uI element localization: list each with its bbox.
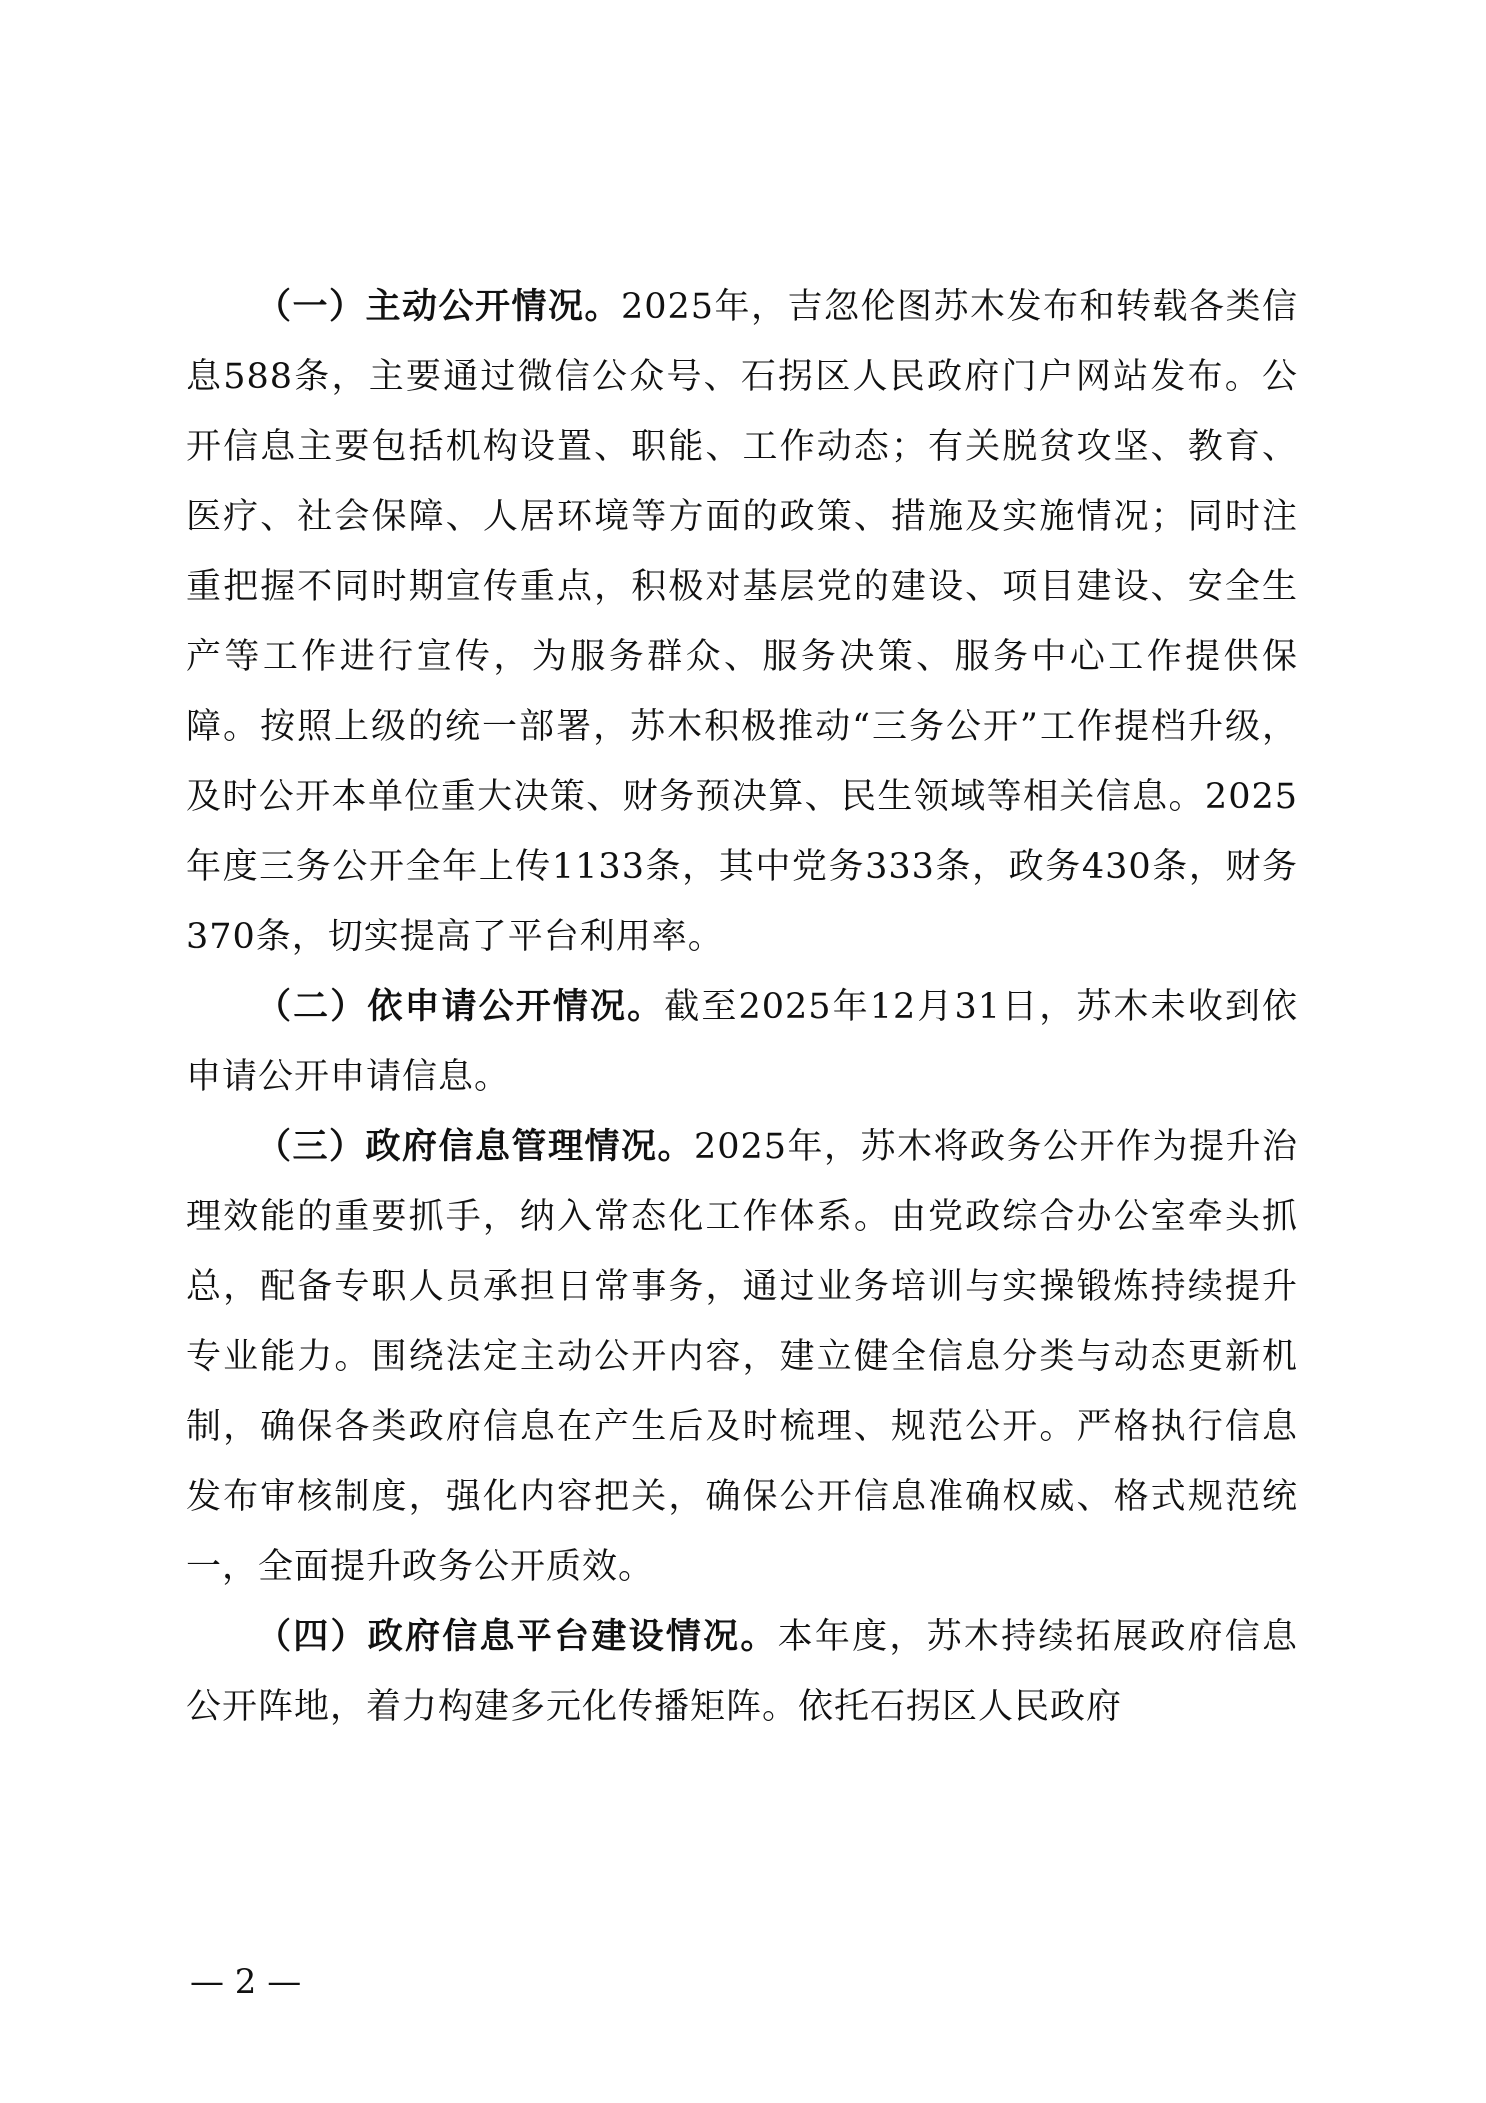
- paragraph-heading: （三）政府信息管理情况。: [256, 1126, 694, 1167]
- paragraph-text: 截至2025年12月31日，苏木未收到依申请公开申请信息。: [186, 987, 1298, 1097]
- paragraph-heading: （四）政府信息平台建设情况。: [256, 1616, 778, 1657]
- paragraph-information-management: [186, 1112, 1298, 1602]
- paragraph-proactive-disclosure: [186, 272, 1298, 972]
- paragraph-text: 2025年，吉忽伦图苏木发布和转载各类信息588条，主要通过微信公众号、石拐区人民政府门户网站发布。公开信息主要包括机构设置、职能、工作动态；有关脱贫攻坚、教育、医疗、社会保障、人居环境等方面的政策、措施及实施情况；同时注重把握不同时期宣传重点，积极对基层党的建设、项目建设、安全生产等工作进行宣传，为服务群众、服务决策、服务中心工作提供保障。按照上级的统一部署，苏木积极推动“三务公开”工作提档升级，及时公开本单位重大决策、财务预决算、民生领域等相关信息。2025年度三务公开全年上传1133条，其中党务333条，政务430条，财务370条，切实提高了平台利用率。: [186, 287, 1298, 957]
- document-body: [186, 272, 1298, 1742]
- paragraph-platform-construction: [186, 1602, 1298, 1742]
- paragraph-application-disclosure: [186, 972, 1298, 1112]
- paragraph-text: 本年度，苏木持续拓展政府信息公开阵地，着力构建多元化传播矩阵。依托石拐区人民政府: [186, 1617, 1298, 1727]
- paragraph-heading: （一）主动公开情况。: [256, 286, 621, 327]
- paragraph-text: 2025年，苏木将政务公开作为提升治理效能的重要抓手，纳入常态化工作体系。由党政综合办公室牵头抓总，配备专职人员承担日常事务，通过业务培训与实操锻炼持续提升专业能力。围绕法定主动公开内容，建立健全信息分类与动态更新机制，确保各类政府信息在产生后及时梳理、规范公开。严格执行信息发布审核制度，强化内容把关，确保公开信息准确权威、格式规范统一，全面提升政务公开质效。: [186, 1127, 1298, 1587]
- page-number: — 2 —: [190, 1962, 302, 2002]
- paragraph-heading: （二）依申请公开情况。: [256, 986, 665, 1027]
